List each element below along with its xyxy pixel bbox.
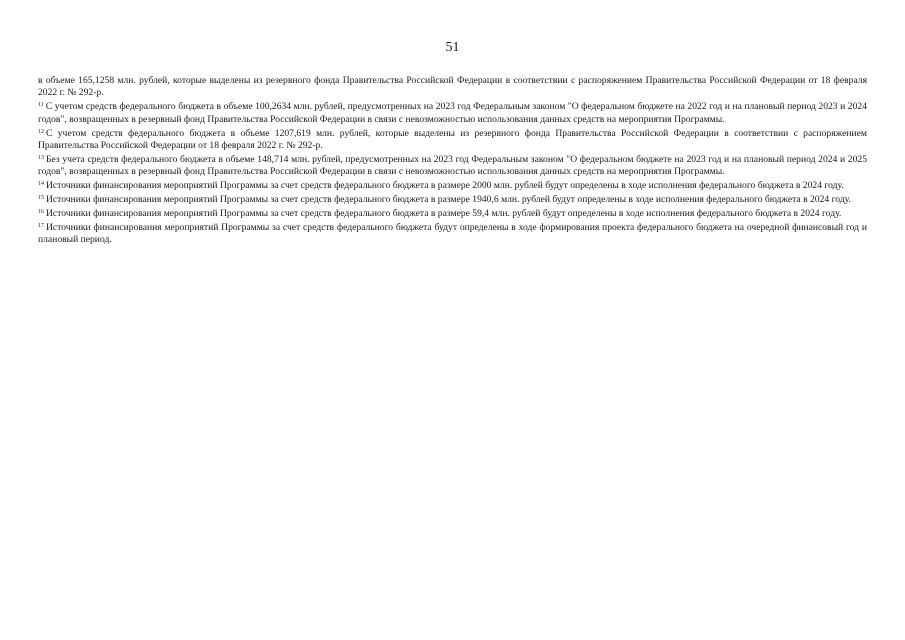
- footnote-text: Источники финансирования мероприятий Программы за счет средств федерального бюджета в размере 59,4 млн. рублей будут определены в ходе исполнения федерального бюджета в 2024 году.: [46, 208, 842, 220]
- footnote-text: С учетом средств федерального бюджета в объеме 1207,619 млн. рублей, которые выделены из резервного фонда Правительства Российской Федерации в соответствии с распоряжением Правительства Российской Федерации от 18 февраля 2022 г. № 292-р.: [38, 127, 867, 152]
- footnote-13: [38, 154, 867, 179]
- footnote-marker: 15: [38, 195, 44, 202]
- footnote-text: Источники финансирования мероприятий Программы за счет средств федерального бюджета будут определены в ходе формирования проекта федерального бюджета на очередной финансовый год и плановый период.: [38, 221, 867, 246]
- footnote-text: Источники финансирования мероприятий Программы за счет средств федерального бюджета в размере 1940,6 млн. рублей будут определены в ходе исполнения федерального бюджета в 2024 году.: [46, 194, 851, 206]
- footnote-text: Без учета средств федерального бюджета в объеме 148,714 млн. рублей, предусмотренных на 2023 год Федеральным законом "О федеральном бюджете на 2023 год и на плановый период 2024 и 2025 годов", возвращенных в резервный фонд Правительства Российской Федерации в связи с невозможностью использования данных средств на мероприятия Программы.: [38, 153, 867, 178]
- footnote-text: С учетом средств федерального бюджета в объеме 100,2634 млн. рублей, предусмотренных на 2023 год Федеральным законом "О федеральном бюджете на 2022 год и на плановый период 2023 и 2024 годов", возвращенных в резервный фонд Правительства Российской Федерации в связи с невозможностью использования данных средств на мероприятия Программы.: [38, 101, 867, 125]
- footnote-marker: 16: [38, 209, 44, 216]
- footnote-marker: 13: [38, 154, 44, 161]
- footnotes-section: [38, 75, 867, 248]
- footnote-15: [38, 194, 867, 206]
- footnote-text: Источники финансирования мероприятий Программы за счет средств федерального бюджета в размере 2000 млн. рублей будут определены в ходе исполнения федерального бюджета в 2024 году.: [46, 180, 844, 192]
- footnote-marker: 14: [38, 181, 44, 188]
- footnote-17: [38, 222, 867, 247]
- footnote-marker: 17: [38, 222, 44, 229]
- footnote-14: [38, 180, 867, 192]
- footnote-16: [38, 208, 867, 220]
- footnote-12: [38, 128, 867, 153]
- footnote-marker: 11: [38, 102, 44, 109]
- footnote-marker: 12: [38, 128, 44, 135]
- page-number: 51: [445, 40, 460, 55]
- footnote-continuation: [38, 75, 867, 100]
- footnote-text: в объеме 165,1258 млн. рублей, которые выделены из резервного фонда Правительства Российской Федерации в соответствии с распоряжением Правительства Российской Федерации от 18 февраля 2022 г. № 292-р.: [38, 75, 867, 99]
- footnote-11: [38, 101, 867, 126]
